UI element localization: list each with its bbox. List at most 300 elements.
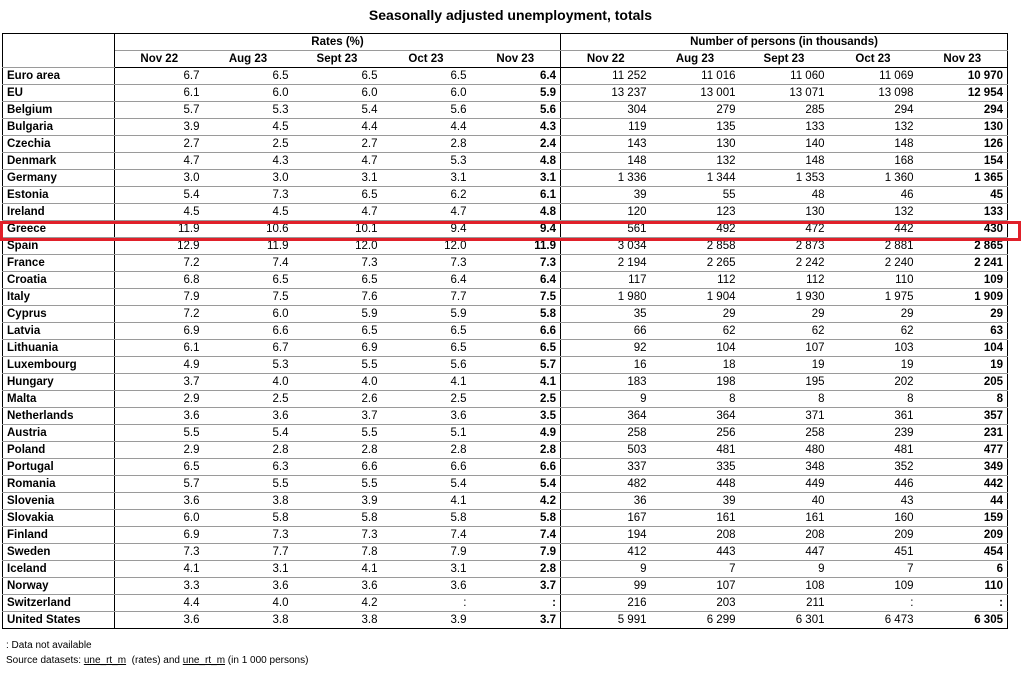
rate-cell: 5.1 [382, 425, 471, 442]
rates-group-header: Rates (%) [115, 34, 561, 51]
rate-cell: 7.5 [204, 289, 293, 306]
country-name: Malta [3, 391, 115, 408]
persons-cell: 8 [740, 391, 829, 408]
persons-cell: 364 [651, 408, 740, 425]
persons-cell: 132 [829, 204, 918, 221]
country-name: Italy [3, 289, 115, 306]
rate-cell: 3.6 [293, 578, 382, 595]
rate-cell: 6.5 [293, 272, 382, 289]
country-name: Estonia [3, 187, 115, 204]
rate-cell: 6.1 [115, 340, 204, 357]
rate-cell: 6.5 [204, 68, 293, 85]
country-name: Germany [3, 170, 115, 187]
rates-period-header: Sept 23 [293, 51, 382, 68]
country-name: Luxembourg [3, 357, 115, 374]
country-name: Belgium [3, 102, 115, 119]
persons-cell: 211 [740, 595, 829, 612]
rates-period-header: Oct 23 [382, 51, 471, 68]
persons-cell: 62 [651, 323, 740, 340]
rate-cell: 4.4 [293, 119, 382, 136]
country-name: Cyprus [3, 306, 115, 323]
persons-cell: 55 [651, 187, 740, 204]
rate-cell: 7.9 [382, 544, 471, 561]
persons-cell: 352 [829, 459, 918, 476]
rate-cell: 6.6 [204, 323, 293, 340]
rate-cell: 7.3 [382, 255, 471, 272]
rate-cell: 7.3 [293, 255, 382, 272]
rate-cell: 4.2 [471, 493, 561, 510]
table-row [3, 408, 1008, 425]
rate-cell: 6.6 [293, 459, 382, 476]
rate-cell: 6.0 [115, 510, 204, 527]
persons-cell: 364 [561, 408, 651, 425]
persons-cell: 6 299 [651, 612, 740, 629]
rate-cell: 7.4 [382, 527, 471, 544]
rate-cell: 5.7 [115, 102, 204, 119]
persons-cell: 561 [561, 221, 651, 238]
rate-cell: 11.9 [471, 238, 561, 255]
persons-cell: 29 [918, 306, 1008, 323]
table-row [3, 510, 1008, 527]
country-name: Austria [3, 425, 115, 442]
rate-cell: 3.8 [293, 612, 382, 629]
rate-cell: 4.2 [293, 595, 382, 612]
rate-cell: 5.6 [382, 357, 471, 374]
rate-cell: 2.8 [293, 442, 382, 459]
persons-cell: 6 [918, 561, 1008, 578]
persons-cell: 167 [561, 510, 651, 527]
rate-cell: 4.0 [293, 374, 382, 391]
persons-cell: 430 [918, 221, 1008, 238]
rate-cell: 3.1 [382, 561, 471, 578]
rate-cell: 9.4 [471, 221, 561, 238]
persons-cell: 195 [740, 374, 829, 391]
rate-cell: 6.7 [204, 340, 293, 357]
persons-cell: 135 [651, 119, 740, 136]
rate-cell: 12.0 [382, 238, 471, 255]
rate-cell: 6.5 [382, 68, 471, 85]
rate-cell: 2.9 [115, 442, 204, 459]
persons-cell: 29 [651, 306, 740, 323]
persons-cell: 1 980 [561, 289, 651, 306]
rate-cell: 5.4 [293, 102, 382, 119]
persons-cell: 119 [561, 119, 651, 136]
persons-cell: 446 [829, 476, 918, 493]
persons-cell: 492 [651, 221, 740, 238]
country-name: Croatia [3, 272, 115, 289]
table-body [3, 68, 1008, 629]
table-row [3, 374, 1008, 391]
persons-cell: 13 071 [740, 85, 829, 102]
rate-cell: 6.5 [293, 68, 382, 85]
rate-cell: 5.5 [293, 425, 382, 442]
rate-cell: 4.1 [471, 374, 561, 391]
rate-cell: 4.1 [382, 374, 471, 391]
persons-cell: 2 265 [651, 255, 740, 272]
persons-cell: 6 301 [740, 612, 829, 629]
country-name: Spain [3, 238, 115, 255]
unemployment-table [2, 33, 1008, 629]
rate-cell: 6.6 [471, 459, 561, 476]
source-persons-suffix: (in 1 000 persons) [225, 655, 309, 666]
persons-cell: 472 [740, 221, 829, 238]
rate-cell: 4.0 [204, 374, 293, 391]
persons-cell: 112 [651, 272, 740, 289]
rates-period-header: Nov 23 [471, 51, 561, 68]
rate-cell: 6.0 [204, 306, 293, 323]
persons-period-header: Nov 22 [561, 51, 651, 68]
persons-cell: 1 930 [740, 289, 829, 306]
persons-cell: 481 [651, 442, 740, 459]
rate-cell: 4.5 [204, 204, 293, 221]
persons-cell: 279 [651, 102, 740, 119]
persons-cell: 9 [740, 561, 829, 578]
rate-cell: 2.8 [204, 442, 293, 459]
persons-cell: 11 252 [561, 68, 651, 85]
persons-cell: 194 [561, 527, 651, 544]
rate-cell: 3.0 [115, 170, 204, 187]
table-row [3, 153, 1008, 170]
persons-group-header: Number of persons (in thousands) [561, 34, 1008, 51]
rate-cell: 6.0 [204, 85, 293, 102]
persons-cell: 35 [561, 306, 651, 323]
persons-cell: 11 069 [829, 68, 918, 85]
persons-cell: 2 873 [740, 238, 829, 255]
persons-cell: 133 [740, 119, 829, 136]
rate-cell: 2.9 [115, 391, 204, 408]
table-row [3, 357, 1008, 374]
rate-cell: 4.3 [471, 119, 561, 136]
persons-cell: 198 [651, 374, 740, 391]
persons-cell: 481 [829, 442, 918, 459]
rate-cell: 7.9 [115, 289, 204, 306]
rate-cell: 6.5 [204, 272, 293, 289]
persons-cell: 29 [829, 306, 918, 323]
persons-cell: 1 353 [740, 170, 829, 187]
table-row [3, 442, 1008, 459]
persons-cell: 454 [918, 544, 1008, 561]
rate-cell: 3.6 [115, 408, 204, 425]
persons-cell: 13 001 [651, 85, 740, 102]
country-name: Norway [3, 578, 115, 595]
rate-cell: 4.5 [115, 204, 204, 221]
persons-cell: 349 [918, 459, 1008, 476]
country-name: Latvia [3, 323, 115, 340]
persons-cell: 39 [651, 493, 740, 510]
rate-cell: 3.9 [382, 612, 471, 629]
period-header-row [3, 51, 1008, 68]
rate-cell: 7.8 [293, 544, 382, 561]
persons-cell: 112 [740, 272, 829, 289]
persons-cell: 2 240 [829, 255, 918, 272]
persons-cell: 108 [740, 578, 829, 595]
persons-cell: 107 [651, 578, 740, 595]
persons-period-header: Nov 23 [918, 51, 1008, 68]
persons-cell: 11 060 [740, 68, 829, 85]
persons-cell: 19 [740, 357, 829, 374]
persons-cell: 45 [918, 187, 1008, 204]
table-row [3, 425, 1008, 442]
persons-cell: 109 [829, 578, 918, 595]
rate-cell: 7.7 [204, 544, 293, 561]
persons-cell: 107 [740, 340, 829, 357]
rate-cell: 6.4 [471, 272, 561, 289]
persons-cell: 159 [918, 510, 1008, 527]
persons-cell: 357 [918, 408, 1008, 425]
persons-cell: 99 [561, 578, 651, 595]
persons-cell: 5 991 [561, 612, 651, 629]
rate-cell: 3.9 [293, 493, 382, 510]
persons-cell: 239 [829, 425, 918, 442]
rate-cell: 5.6 [382, 102, 471, 119]
rate-cell: 3.9 [115, 119, 204, 136]
rate-cell: 5.7 [115, 476, 204, 493]
table-row [3, 85, 1008, 102]
rate-cell: 3.6 [204, 408, 293, 425]
rate-cell: 5.8 [471, 306, 561, 323]
rate-cell: 2.6 [293, 391, 382, 408]
persons-cell: 1 336 [561, 170, 651, 187]
persons-cell: 1 344 [651, 170, 740, 187]
persons-cell: 168 [829, 153, 918, 170]
persons-period-header: Oct 23 [829, 51, 918, 68]
rate-cell: 6.8 [115, 272, 204, 289]
rate-cell: 5.4 [471, 476, 561, 493]
rate-cell: 7.5 [471, 289, 561, 306]
rate-cell: 4.1 [293, 561, 382, 578]
persons-cell: 143 [561, 136, 651, 153]
country-name: Ireland [3, 204, 115, 221]
rate-cell: 7.3 [204, 187, 293, 204]
persons-cell: 160 [829, 510, 918, 527]
persons-cell: 3 034 [561, 238, 651, 255]
rate-cell: 2.5 [382, 391, 471, 408]
table-row [3, 527, 1008, 544]
persons-cell: 140 [740, 136, 829, 153]
persons-cell: 126 [918, 136, 1008, 153]
rate-cell: 3.1 [204, 561, 293, 578]
rate-cell: 6.3 [204, 459, 293, 476]
rate-cell: 12.0 [293, 238, 382, 255]
rate-cell: 3.0 [204, 170, 293, 187]
persons-cell: 2 194 [561, 255, 651, 272]
rate-cell: 4.7 [293, 204, 382, 221]
rate-cell: 4.8 [471, 153, 561, 170]
rate-cell: 4.1 [382, 493, 471, 510]
footnote-source [6, 655, 308, 666]
table-row [3, 272, 1008, 289]
dataset-link-persons[interactable]: une_rt_m [182, 655, 226, 666]
rate-cell: 4.7 [293, 153, 382, 170]
persons-cell: 36 [561, 493, 651, 510]
persons-cell: 448 [651, 476, 740, 493]
rate-cell: 5.3 [204, 357, 293, 374]
persons-cell: 148 [829, 136, 918, 153]
country-name: France [3, 255, 115, 272]
persons-cell: 2 881 [829, 238, 918, 255]
table-row [3, 289, 1008, 306]
footnote-not-available: : Data not available [6, 640, 92, 651]
table-row [3, 136, 1008, 153]
persons-cell: 451 [829, 544, 918, 561]
persons-cell: 480 [740, 442, 829, 459]
table-title: Seasonally adjusted unemployment, totals [368, 7, 653, 23]
table-row [3, 238, 1008, 255]
persons-cell: 161 [740, 510, 829, 527]
rate-cell: 5.8 [293, 510, 382, 527]
rate-cell: 3.6 [204, 578, 293, 595]
rate-cell: 5.3 [204, 102, 293, 119]
country-name: Netherlands [3, 408, 115, 425]
persons-cell: 337 [561, 459, 651, 476]
rate-cell: 5.9 [471, 85, 561, 102]
dataset-link-rates[interactable]: une_rt_m [83, 655, 127, 666]
persons-cell: 132 [651, 153, 740, 170]
persons-cell: 29 [740, 306, 829, 323]
country-name: Iceland [3, 561, 115, 578]
persons-cell: 202 [829, 374, 918, 391]
rate-cell: 5.8 [382, 510, 471, 527]
table-row [3, 561, 1008, 578]
persons-cell: 6 473 [829, 612, 918, 629]
persons-cell: 104 [918, 340, 1008, 357]
rate-cell: 5.4 [382, 476, 471, 493]
header-corner [3, 34, 115, 68]
persons-cell: 1 975 [829, 289, 918, 306]
persons-cell: 258 [561, 425, 651, 442]
rate-cell: 3.1 [382, 170, 471, 187]
persons-cell: 2 242 [740, 255, 829, 272]
rate-cell: 5.4 [204, 425, 293, 442]
persons-cell: 66 [561, 323, 651, 340]
persons-cell: 208 [651, 527, 740, 544]
rate-cell: 2.5 [471, 391, 561, 408]
rate-cell: 11.9 [115, 221, 204, 238]
rate-cell: 4.9 [115, 357, 204, 374]
table-row [3, 306, 1008, 323]
rate-cell: 3.3 [115, 578, 204, 595]
rate-cell: 6.6 [471, 323, 561, 340]
rate-cell: 3.1 [293, 170, 382, 187]
persons-cell: 133 [918, 204, 1008, 221]
persons-cell: 120 [561, 204, 651, 221]
persons-cell: 294 [829, 102, 918, 119]
rates-period-header: Nov 22 [115, 51, 204, 68]
table-row [3, 221, 1008, 238]
table-row [3, 102, 1008, 119]
persons-cell: 285 [740, 102, 829, 119]
table-row [3, 340, 1008, 357]
persons-cell: 7 [651, 561, 740, 578]
rate-cell: 4.7 [115, 153, 204, 170]
country-name: Greece [3, 221, 115, 238]
rate-cell: 7.9 [471, 544, 561, 561]
country-name: United States [3, 612, 115, 629]
persons-cell: 10 970 [918, 68, 1008, 85]
persons-cell: 11 016 [651, 68, 740, 85]
persons-cell: 208 [740, 527, 829, 544]
rate-cell: 6.4 [471, 68, 561, 85]
persons-cell: 9 [561, 561, 651, 578]
rate-cell: 7.7 [382, 289, 471, 306]
table-row [3, 323, 1008, 340]
persons-cell: 449 [740, 476, 829, 493]
country-name: Bulgaria [3, 119, 115, 136]
rate-cell: 2.5 [204, 391, 293, 408]
persons-cell: 1 909 [918, 289, 1008, 306]
persons-cell: 40 [740, 493, 829, 510]
rate-cell: 4.4 [382, 119, 471, 136]
persons-cell: 18 [651, 357, 740, 374]
persons-period-header: Sept 23 [740, 51, 829, 68]
persons-cell: 503 [561, 442, 651, 459]
persons-cell: 442 [829, 221, 918, 238]
rate-cell: 2.5 [204, 136, 293, 153]
country-name: Poland [3, 442, 115, 459]
rate-cell: 6.5 [382, 323, 471, 340]
rate-cell: 4.5 [204, 119, 293, 136]
rate-cell: 4.4 [115, 595, 204, 612]
persons-cell: 13 098 [829, 85, 918, 102]
persons-cell: 335 [651, 459, 740, 476]
table-row [3, 255, 1008, 272]
persons-cell: 109 [918, 272, 1008, 289]
persons-cell: 482 [561, 476, 651, 493]
persons-cell: 203 [651, 595, 740, 612]
rate-cell: 5.5 [293, 357, 382, 374]
persons-cell: 44 [918, 493, 1008, 510]
table-row [3, 476, 1008, 493]
persons-cell: 2 241 [918, 255, 1008, 272]
persons-cell: 130 [918, 119, 1008, 136]
persons-cell: 442 [918, 476, 1008, 493]
persons-cell: 231 [918, 425, 1008, 442]
table-row [3, 119, 1008, 136]
persons-cell: 16 [561, 357, 651, 374]
persons-cell: 148 [561, 153, 651, 170]
persons-cell: 62 [829, 323, 918, 340]
persons-cell: 256 [651, 425, 740, 442]
rate-cell: 7.3 [204, 527, 293, 544]
rate-cell: 3.1 [471, 170, 561, 187]
persons-cell: 132 [829, 119, 918, 136]
rate-cell: 4.0 [204, 595, 293, 612]
persons-cell: : [829, 595, 918, 612]
rate-cell: 4.9 [471, 425, 561, 442]
rate-cell: 7.3 [293, 527, 382, 544]
country-name: Lithuania [3, 340, 115, 357]
persons-cell: 148 [740, 153, 829, 170]
persons-cell: 294 [918, 102, 1008, 119]
rate-cell: 5.4 [115, 187, 204, 204]
persons-cell: 48 [740, 187, 829, 204]
country-name: Switzerland [3, 595, 115, 612]
country-name: Euro area [3, 68, 115, 85]
table-row [3, 544, 1008, 561]
rate-cell: 10.1 [293, 221, 382, 238]
rate-cell: 6.9 [115, 323, 204, 340]
rate-cell: 6.6 [382, 459, 471, 476]
rate-cell: 5.6 [471, 102, 561, 119]
persons-cell: 123 [651, 204, 740, 221]
table-header [3, 34, 1008, 68]
rate-cell: 6.0 [382, 85, 471, 102]
persons-cell: 92 [561, 340, 651, 357]
persons-cell: 216 [561, 595, 651, 612]
rate-cell: 2.8 [471, 561, 561, 578]
persons-cell: 19 [829, 357, 918, 374]
persons-cell: 8 [918, 391, 1008, 408]
